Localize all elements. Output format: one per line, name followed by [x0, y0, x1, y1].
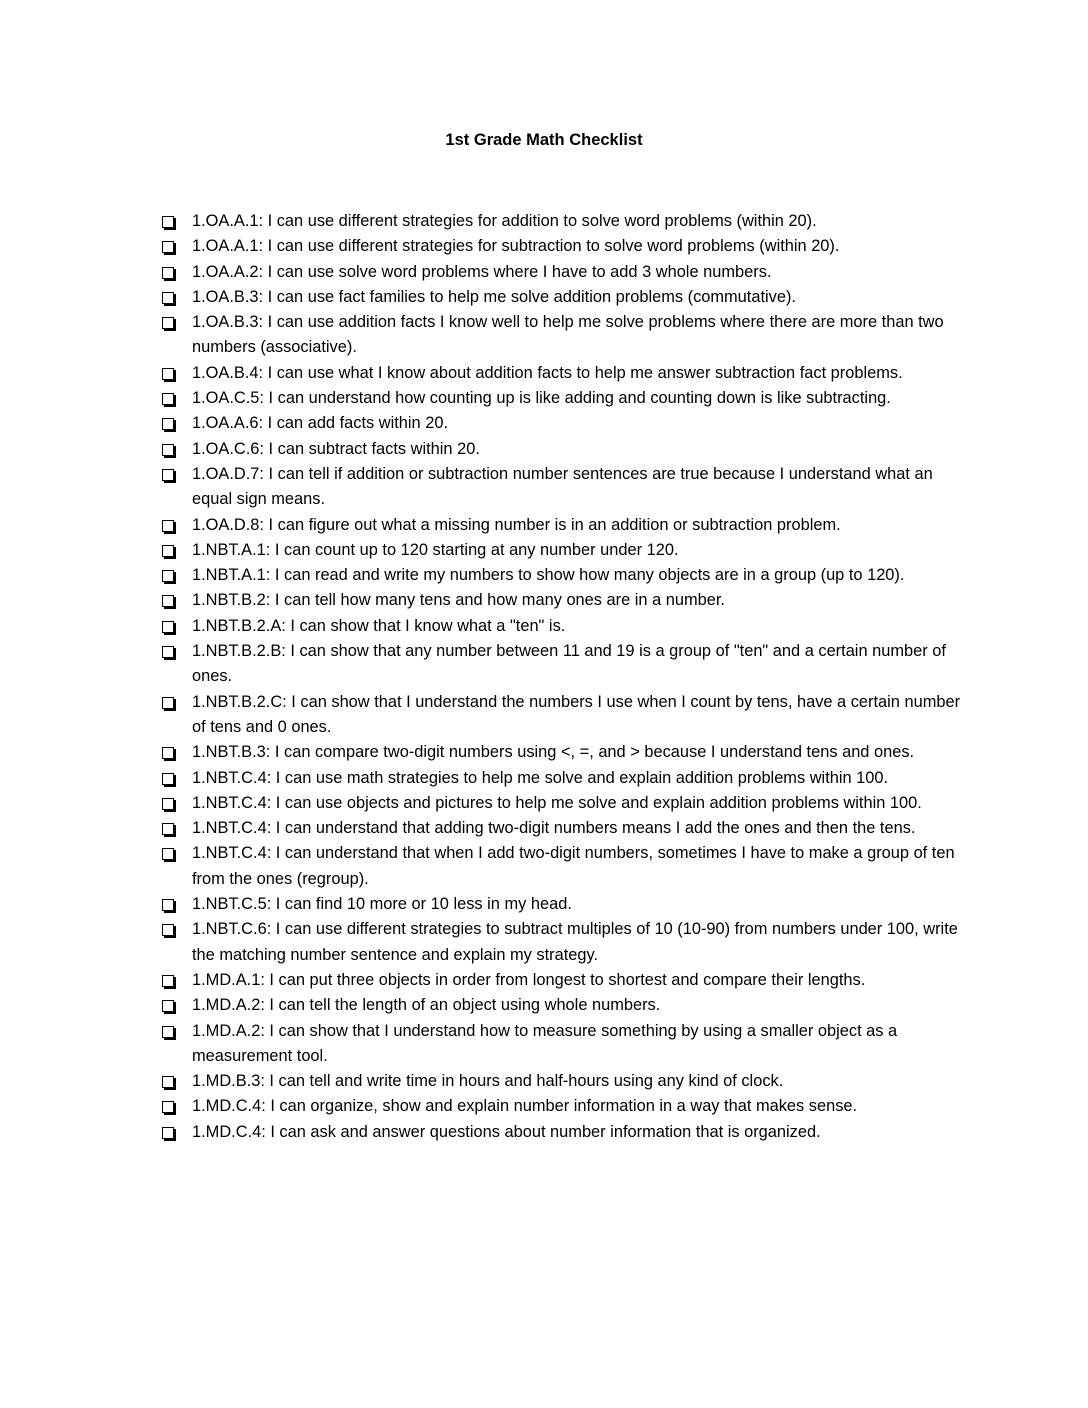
- checkbox-icon[interactable]: [158, 1069, 192, 1094]
- checklist-item: [158, 361, 968, 386]
- checklist-item-text: 1.OA.A.1: I can use different strategies for subtraction to solve word problems (within 20).: [192, 237, 840, 256]
- checklist-item-text: 1.NBT.C.4: I can understand that adding two-digit numbers means I add the ones and then the tens.: [192, 819, 916, 838]
- checkbox-icon[interactable]: [158, 513, 192, 538]
- checklist-item: [158, 1094, 968, 1119]
- checklist-item-text: 1.NBT.B.3: I can compare two-digit numbers using <, =, and > because I understand tens and ones.: [192, 743, 915, 762]
- checkbox-icon[interactable]: [158, 690, 192, 715]
- checklist-item: [158, 917, 968, 968]
- checklist-item-text: 1.NBT.A.1: I can read and write my numbers to show how many objects are in a group (up to 120).: [192, 566, 905, 585]
- checklist-item: [158, 816, 968, 841]
- checklist-item: [158, 513, 968, 538]
- checkbox-icon[interactable]: [158, 437, 192, 462]
- checkbox-icon[interactable]: [158, 1120, 192, 1145]
- checklist-item: [158, 892, 968, 917]
- checklist-item-text: 1.OA.C.6: I can subtract facts within 20.: [192, 439, 480, 458]
- checklist-item-text: 1.NBT.B.2.C: I can show that I understand the numbers I use when I count by tens, have a certain number of tens and 0 ones.: [192, 692, 961, 736]
- checklist-item: [158, 690, 968, 741]
- checklist-item-text: 1.OA.B.3: I can use addition facts I know well to help me solve problems where there are more than two numbers (associative).: [192, 313, 944, 357]
- checklist-item: [158, 209, 968, 234]
- checklist-item-text: 1.MD.A.2: I can show that I understand how to measure something by using a smaller object as a measurement tool.: [192, 1021, 898, 1065]
- checkbox-icon[interactable]: [158, 917, 192, 942]
- checkbox-icon[interactable]: [158, 538, 192, 563]
- checklist-item: [158, 538, 968, 563]
- checkbox-icon[interactable]: [158, 841, 192, 866]
- checkbox-icon[interactable]: [158, 285, 192, 310]
- checklist-item-text: 1.NBT.C.4: I can use math strategies to help me solve and explain addition problems within 100.: [192, 768, 889, 787]
- checklist-item: [158, 260, 968, 285]
- checklist-item: [158, 386, 968, 411]
- checkbox-icon[interactable]: [158, 968, 192, 993]
- checklist-item: [158, 993, 968, 1018]
- checklist: [158, 209, 968, 1145]
- checklist-item-text: 1.OA.D.7: I can tell if addition or subtraction number sentences are true because I understand what an equal sign means.: [192, 464, 933, 509]
- checklist-item: [158, 1069, 968, 1094]
- checklist-item-text: 1.OA.A.1: I can use different strategies for addition to solve word problems (within 20).: [192, 212, 817, 230]
- checkbox-icon[interactable]: [158, 563, 192, 588]
- checklist-item-text: 1.MD.C.4: I can ask and answer questions about number information that is organized.: [192, 1122, 821, 1141]
- checklist-item: [158, 968, 968, 993]
- checklist-item: [158, 234, 968, 259]
- checkbox-icon[interactable]: [158, 1019, 192, 1044]
- checklist-item: [158, 841, 968, 892]
- checkbox-icon[interactable]: [158, 260, 192, 285]
- checkbox-icon[interactable]: [158, 462, 192, 487]
- checkbox-icon[interactable]: [158, 614, 192, 639]
- checklist-item-text: 1.OA.A.2: I can use solve word problems where I have to add 3 whole numbers.: [192, 262, 772, 281]
- checklist-item-text: 1.NBT.B.2: I can tell how many tens and how many ones are in a number.: [192, 591, 725, 610]
- checklist-item: [158, 310, 968, 361]
- checklist-item-text: 1.MD.B.3: I can tell and write time in hours and half-hours using any kind of clock.: [192, 1072, 784, 1091]
- checkbox-icon[interactable]: [158, 993, 192, 1018]
- checklist-item-text: 1.MD.A.1: I can put three objects in order from longest to shortest and compare their lengths.: [192, 970, 866, 989]
- checklist-item: [158, 563, 968, 588]
- checklist-item-text: 1.MD.A.2: I can tell the length of an object using whole numbers.: [192, 996, 661, 1015]
- checklist-item-text: 1.OA.C.5: I can understand how counting up is like adding and counting down is like subtracting.: [192, 389, 891, 408]
- checklist-item-text: 1.NBT.A.1: I can count up to 120 starting at any number under 120.: [192, 540, 679, 559]
- checkbox-icon[interactable]: [158, 766, 192, 791]
- checklist-item-text: 1.MD.C.4: I can organize, show and explain number information in a way that makes sense.: [192, 1097, 858, 1116]
- checklist-item: [158, 285, 968, 310]
- checklist-item-text: 1.OA.B.4: I can use what I know about addition facts to help me answer subtraction fact problems.: [192, 363, 903, 382]
- checklist-item: [158, 766, 968, 791]
- checkbox-icon[interactable]: [158, 816, 192, 841]
- checkbox-icon[interactable]: [158, 209, 192, 234]
- checkbox-icon[interactable]: [158, 411, 192, 436]
- checklist-item: [158, 1019, 968, 1070]
- checkbox-icon[interactable]: [158, 639, 192, 664]
- checkbox-icon[interactable]: [158, 791, 192, 816]
- checklist-item-text: 1.NBT.B.2.B: I can show that any number between 11 and 19 is a group of "ten" and a certain number of ones.: [192, 642, 946, 686]
- checklist-item-text: 1.NBT.C.6: I can use different strategies to subtract multiples of 10 (10-90) from numbers under 100, write the matching number sentence and explain my strategy.: [192, 920, 958, 964]
- checklist-item: [158, 588, 968, 613]
- checklist-item-text: 1.NBT.B.2.A: I can show that I know what a "ten" is.: [192, 616, 566, 635]
- checklist-item-text: 1.OA.B.3: I can use fact families to help me solve addition problems (commutative).: [192, 287, 796, 306]
- checklist-item: [158, 740, 968, 765]
- checkbox-icon[interactable]: [158, 892, 192, 917]
- checkbox-icon[interactable]: [158, 234, 192, 259]
- checkbox-icon[interactable]: [158, 386, 192, 411]
- checklist-item: [158, 437, 968, 462]
- checklist-item: [158, 791, 968, 816]
- page-title: 1st Grade Math Checklist: [445, 131, 643, 149]
- checkbox-icon[interactable]: [158, 361, 192, 386]
- checklist-item-text: 1.NBT.C.5: I can find 10 more or 10 less in my head.: [192, 895, 572, 914]
- checklist-item-text: 1.OA.D.8: I can figure out what a missing number is in an addition or subtraction problem.: [192, 515, 841, 534]
- checklist-item-text: 1.NBT.C.4: I can use objects and pictures to help me solve and explain addition problems within 100.: [192, 793, 922, 812]
- checklist-item-text: 1.NBT.C.4: I can understand that when I add two-digit numbers, sometimes I have to make a group of ten from the ones (regroup).: [192, 844, 955, 888]
- checklist-item: [158, 411, 968, 436]
- checklist-item-text: 1.OA.A.6: I can add facts within 20.: [192, 414, 449, 433]
- checkbox-icon[interactable]: [158, 588, 192, 613]
- checklist-item: [158, 462, 968, 513]
- checklist-item: [158, 614, 968, 639]
- checkbox-icon[interactable]: [158, 1094, 192, 1119]
- checklist-item: [158, 1120, 968, 1145]
- checklist-item: [158, 639, 968, 690]
- checkbox-icon[interactable]: [158, 310, 192, 335]
- checkbox-icon[interactable]: [158, 740, 192, 765]
